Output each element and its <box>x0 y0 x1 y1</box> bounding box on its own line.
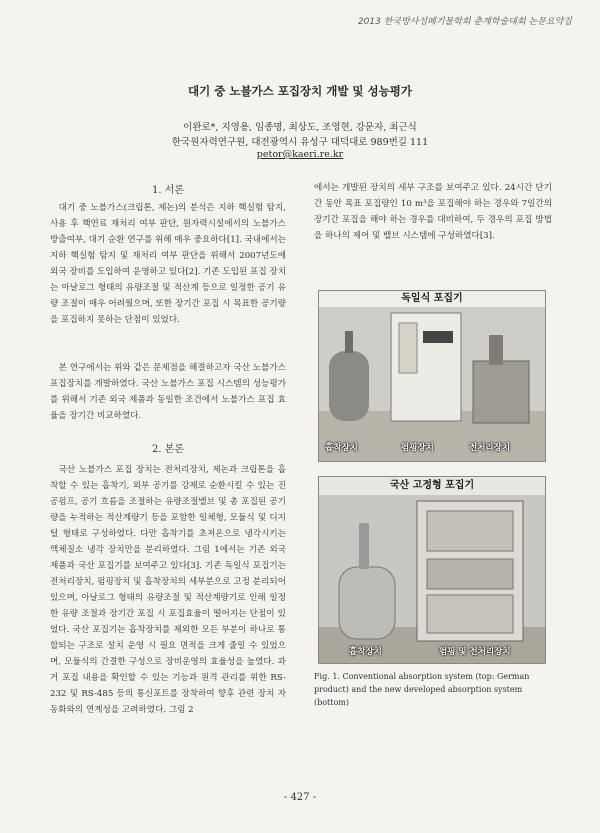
top-label-pump: 펌핑장치 <box>401 443 434 453</box>
domestic-sampler-title: 국산 고정형 포집기 <box>319 477 545 495</box>
bottom-label-pump-pretreatment: 펌핑 및 전처리장치 <box>439 647 511 657</box>
german-sampler-photo <box>318 290 546 462</box>
paper-authors: 이완로*, 지영용, 임종명, 최상도, 조영현, 강문자, 최근식 <box>183 122 417 133</box>
top-label-adsorber: 흡착장치 <box>325 443 358 453</box>
bottom-label-adsorber: 흡착장치 <box>349 647 382 657</box>
intro-paragraph-2: 본 연구에서는 위와 같은 문제점을 해결하고자 국산 노블가스 포집장치를 개발하였다. 국산 노블가스 포집 시스템의 성능평가를 위해서 기존 외국 제품과 동일한 조건에서 노블가스 포집 효율을 장기간 비교하였다. <box>50 363 286 421</box>
conference-header: 2013 한국방사성폐기물학회 춘계학술대회 논문요약집 <box>357 17 572 27</box>
author-email[interactable]: petor@kaeri.re.kr <box>256 149 344 160</box>
intro-heading: 1. 서론 <box>151 185 185 196</box>
paper-affiliation: 한국원자력연구원, 대전광역시 유성구 대덕대로 989번길 111 <box>171 137 429 148</box>
top-label-pretreatment: 전처리장치 <box>469 443 511 453</box>
body-paragraph-1: 국산 노블가스 포집 장치는 전처리장치, 제논과 크립톤을 흡착할 수 있는 흡착기, 외부 공기를 강제로 순환시킬 수 있는 진공펌프, 공기 흐름을 조절하는 유량조절밸브 및 총 포집된 공기량을 누적하는 적산계량기 등을 포함한 일체형, 모듈식 및 디지털 형태로 구성하였다. 다만 흡착기를 초저온으로 냉각시키는 액체질소 냉각 장치만을 분리하였다. 그림 1에서는 기존 외국 제품과 국산 포집기를 보여주고 있다[3]. 기존 독일식 포집기는 전처리장치, 펌핑장치 및 흡착장치의 세부분으로 고정 분리되어 있으며, 아날로그 형태의 유량조절 및 적산계량기로 인해 일정한 유량 조절과 장기간 포집 시 포집효율이 떨어지는 단점이 있었다. 국산 포집기는 흡착장치를 제외한 모든 부분이 하나로 통합되는 구조로 설치 운영 시 필요 면적을 크게 줄일 수 있었으며, 모듈식의 간결한 구성으로 장비운영의 효율성을 높였다. 과거 포집 내용을 확인할 수 있는 기능과 원격 관리를 위한 RS-232 및 RS-485 등의 통신포트를 장착하여 향후 관련 장치 자동화와의 연계성을 고려하였다. 그림 2 <box>50 465 286 715</box>
domestic-sampler-image <box>319 477 545 663</box>
page-number: - 427 - <box>283 792 317 803</box>
right-paragraph-1: 에서는 개발된 장치의 세부 구조를 보여주고 있다. 24시간 단기간 동안 목표 포집량인 10 m³을 포집해야 하는 경우와 7일간의 장기간 포집을 해야 하는 경우를 대비하여, 두 경우의 포집 방법을 하나의 제어 및 밸브 시스템에 구성하였다[3]. <box>314 183 552 241</box>
german-sampler-image <box>319 291 545 461</box>
paper-title: 대기 중 노블가스 포집장치 개발 및 성능평가 <box>188 84 412 98</box>
intro-paragraph-1: 대기 중 노블가스(크립톤, 제논)의 분석은 지하 핵실험 탐지, 사용 후 핵연료 재처리 여부 판단, 원자력시설에서의 노블가스 방출여부, 대기 순환 연구를 위해 매우 중요하다[1]. 국내에서는 지하 핵실험 탐지 및 재처리 여부 판단을 위해서 2007년도에 외국 장비를 도입하여 운영하고 있다[2]. 기존 도입된 포집 장치는 아날로그 형태의 유량조절 및 적산계 등으로 일정한 공기 유량 조절이 매우 어려웠으며, 또한 장기간 포집 시 목표한 공기량을 포집하지 못하는 단점이 있었다. <box>50 203 286 325</box>
domestic-sampler-photo <box>318 476 546 664</box>
body-heading: 2. 본론 <box>151 444 185 455</box>
german-sampler-title: 독일식 포집기 <box>319 291 545 307</box>
figure-caption: Fig. 1. Conventional absorption system (top: German product) and the new developed absorption system (bottom) <box>314 672 530 707</box>
